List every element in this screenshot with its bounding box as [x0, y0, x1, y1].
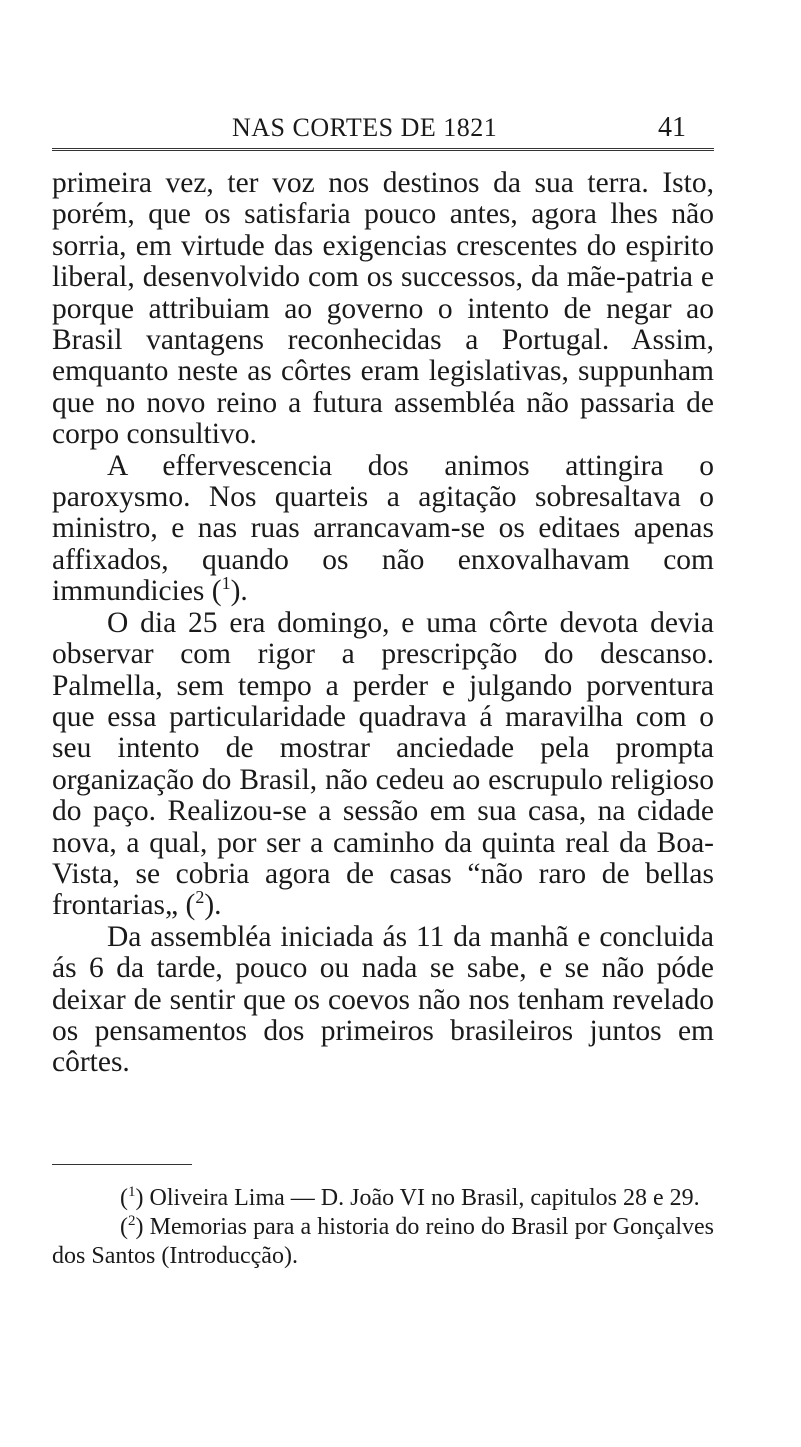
footnote-marker-1: ($^1$) [120, 1184, 144, 1211]
paragraph-3: O dia 25 era domingo, e uma côrte devota devia observar com rigor a prescripção do descanso. Palmella, sem tempo a perder e julgando porventura que essa particularidade quadrava á maravilha com o seu intento de mostrar anciedade pela prompta organização do Brasil, não cedeu ao escrupulo religioso do paço. Realizou-se a sessão em sua casa, na cidade nova, a qual, por ser a caminho da quinta real da Boa-Vista, se cobria agora de casas “não raro de bellas frontarias„ ($^2$). [52, 606, 714, 922]
page-number: 41 [658, 112, 686, 143]
footnote-2: ($^2$) Memorias para a historia do reino do Brasil por Gonçalves dos Santos (Introducção). [52, 1213, 715, 1269]
paragraph-4: Da assembléa iniciada ás 11 da manhã e concluida ás 6 da tarde, pouco ou nada se sabe, e se não póde deixar de sentir que os coevos não nos tenham revelado os pensamentos dos primeiros brasileiros juntos em côrtes. [52, 920, 714, 1079]
footnote-marker-2: ($^2$) [120, 1213, 144, 1240]
header-rule [52, 148, 714, 151]
footnote-ref-2: ($^2$). [185, 887, 222, 922]
paragraph-1: primeira vez, ter voz nos destinos da sua terra. Isto, porém, que os satisfaria pouco antes, agora lhes não sorria, em virtude das exigencias crescentes do espirito liberal, desenvolvido com os successos, da mãe-patria e porque attribuiam ao governo o intento de negar ao Brasil vantagens reconhecidas a Portugal. Assim, emquanto neste as côrtes eram legislativas, suppunham que no novo reino a futura assembléa não passaria de corpo consultivo. [52, 167, 714, 451]
footnote-rule [52, 1164, 192, 1165]
running-header [52, 108, 714, 148]
footnote-1: ($^1$) Oliveira Lima — D. João VI no Brasil, capitulos 28 e 29. [120, 1184, 700, 1211]
footnote-ref-1: ($^1$). [211, 573, 248, 608]
footnotes [52, 1184, 714, 1271]
running-title: NAS CORTES DE 1821 [232, 113, 498, 142]
paragraph-2: A effervescencia dos animos attingira o paroxysmo. Nos quarteis a agitação sobresaltava o ministro, e nas ruas arrancavam-se os editaes apenas affixados, quando os não enxovalhavam com immundicies ($^1$). [52, 449, 714, 608]
body-text [52, 168, 714, 1079]
